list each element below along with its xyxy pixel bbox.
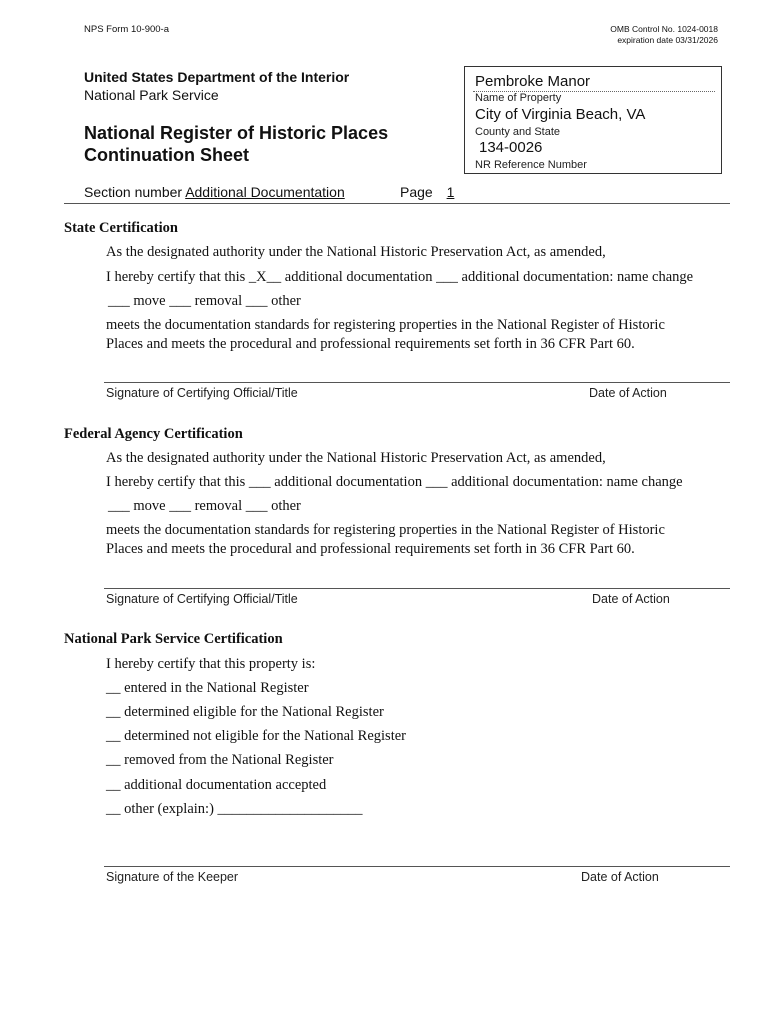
nps-option-additional-doc[interactable]: __ additional documentation accepted bbox=[106, 777, 327, 793]
nps-cert-heading: National Park Service Certification bbox=[64, 631, 283, 647]
nr-reference-value[interactable]: 134-0026 bbox=[479, 139, 543, 156]
federal-date-label: Date of Action bbox=[592, 592, 670, 606]
property-name-label: Name of Property bbox=[475, 92, 562, 104]
omb-block bbox=[610, 24, 718, 46]
nps-option-other[interactable]: __ other (explain:) ____________________ bbox=[106, 801, 363, 817]
omb-control: OMB Control No. 1024-0018 bbox=[610, 24, 718, 34]
federal-signature-line[interactable] bbox=[104, 588, 730, 589]
state-cert-line-1: As the designated authority under the National Historic Preservation Act, as amended, bbox=[106, 244, 606, 260]
page-label: Page bbox=[400, 184, 433, 200]
property-box bbox=[464, 66, 722, 174]
nps-option-removed[interactable]: __ removed from the National Register bbox=[106, 752, 334, 768]
federal-cert-line-2: I hereby certify that this ___ additional documentation ___ additional documentation: name change bbox=[106, 474, 683, 490]
title-line-1: National Register of Historic Places bbox=[84, 123, 389, 143]
section-number-value[interactable]: Additional Documentation bbox=[185, 184, 345, 200]
county-state-label: County and State bbox=[475, 126, 561, 138]
state-date-label: Date of Action bbox=[589, 386, 667, 400]
keeper-signature-label: Signature of the Keeper bbox=[106, 870, 239, 884]
federal-cert-heading: Federal Agency Certification bbox=[64, 426, 243, 442]
state-signature-line[interactable] bbox=[104, 382, 730, 383]
federal-cert-line-1: As the designated authority under the National Historic Preservation Act, as amended, bbox=[106, 450, 606, 466]
state-cert-heading: State Certification bbox=[64, 220, 178, 236]
keeper-signature-line[interactable] bbox=[104, 866, 730, 867]
keeper-date-label: Date of Action bbox=[581, 870, 659, 884]
nps-option-not-eligible[interactable]: __ determined not eligible for the National Register bbox=[106, 728, 406, 744]
page-title bbox=[84, 122, 388, 166]
title-line-2: Continuation Sheet bbox=[84, 145, 249, 165]
nps-option-eligible[interactable]: __ determined eligible for the National Register bbox=[106, 704, 384, 720]
county-state-value[interactable]: City of Virginia Beach, VA bbox=[475, 106, 646, 123]
page-row bbox=[400, 184, 454, 200]
property-name-value[interactable]: Pembroke Manor bbox=[475, 73, 591, 90]
agency-block bbox=[84, 68, 349, 104]
state-cert-line-4: meets the documentation standards for registering properties in the National Register of Historic bbox=[106, 317, 665, 333]
expiration-date: expiration date 03/31/2026 bbox=[617, 35, 718, 45]
nps-cert-intro: I hereby certify that this property is: bbox=[106, 656, 316, 672]
section-number-label: Section number bbox=[84, 184, 183, 200]
page-number[interactable]: 1 bbox=[446, 184, 455, 200]
state-cert-line-5: Places and meets the procedural and professional requirements set forth in 36 CFR Part 60. bbox=[106, 336, 635, 352]
form-id: NPS Form 10-900-a bbox=[84, 24, 170, 35]
federal-cert-line-5: Places and meets the procedural and professional requirements set forth in 36 CFR Part 60. bbox=[106, 541, 635, 557]
federal-cert-line-4: meets the documentation standards for registering properties in the National Register of Historic bbox=[106, 522, 665, 538]
state-signature-label: Signature of Certifying Official/Title bbox=[106, 386, 298, 400]
federal-cert-line-3: ___ move ___ removal ___ other bbox=[108, 498, 301, 514]
nps-option-entered[interactable]: __ entered in the National Register bbox=[106, 680, 309, 696]
section-number-row bbox=[84, 184, 345, 200]
section-divider bbox=[64, 203, 730, 204]
state-cert-line-3: ___ move ___ removal ___ other bbox=[108, 293, 301, 309]
state-cert-line-2: I hereby certify that this _X__ additional documentation ___ additional documentation: name change bbox=[106, 269, 694, 285]
department-name: United States Department of the Interior bbox=[84, 69, 350, 85]
nr-reference-label: NR Reference Number bbox=[475, 159, 587, 171]
federal-signature-label: Signature of Certifying Official/Title bbox=[106, 592, 298, 606]
service-name: National Park Service bbox=[84, 87, 219, 103]
